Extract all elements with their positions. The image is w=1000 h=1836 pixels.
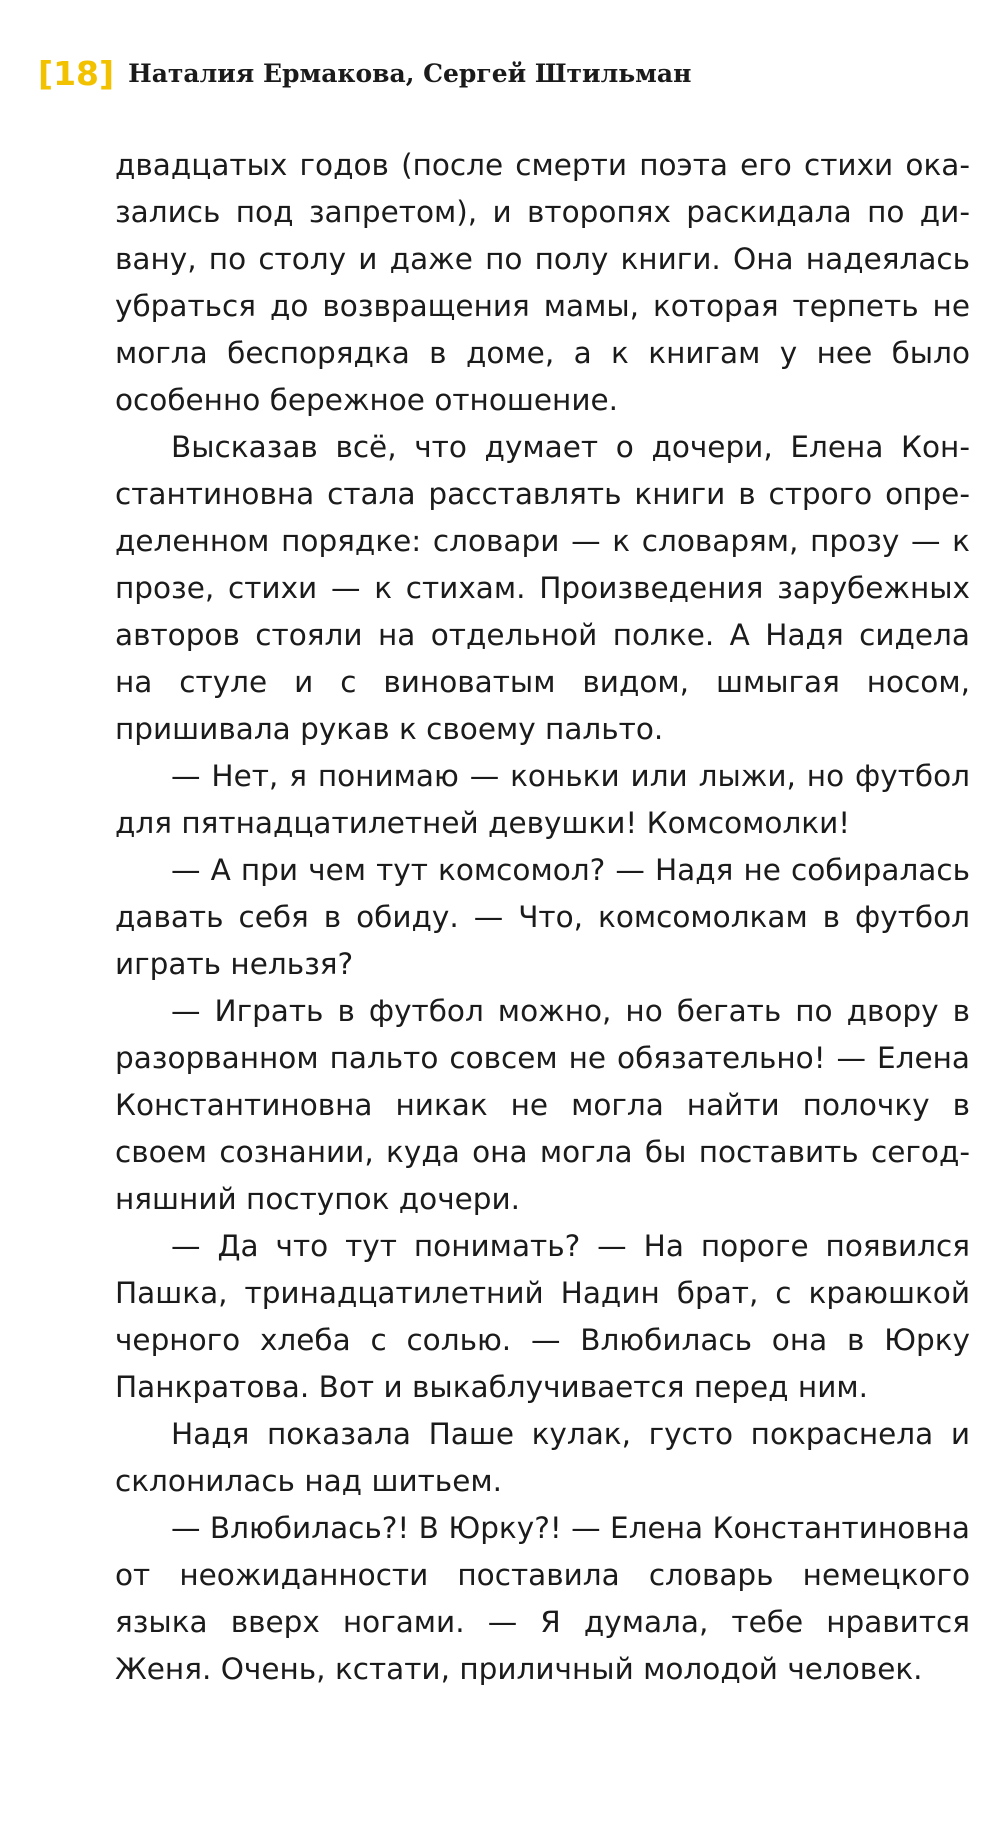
book-authors: Наталия Ермакова, Сергей Штильман [128, 58, 692, 88]
running-head [38, 48, 691, 98]
page-number: [18] [38, 53, 115, 93]
paragraph-3: — Нет, я понимаю — коньки или лыжи, но футбол для пятнадцатилетней девушки! Комсомолки! [115, 759, 970, 840]
paragraph-2: Высказав всё, что думает о дочери, Елена Константиновна стала расставлять книги в строго определенном порядке: словари — к словарям, прозу — к прозе, стихи — к стихам. Произведения зарубежных авторов стояли на отдельной полке. А Надя сидела на стуле и с виноватым видом, шмыгая носом, пришивала рукав к своему пальто. [115, 430, 970, 746]
paragraph-7: Надя показала Паше кулак, густо покраснела и склонилась над шитьем. [115, 1417, 970, 1498]
paragraph-4: — А при чем тут комсомол? — Надя не собиралась давать себя в обиду. — Что, комсомолкам в футбол играть нельзя? [115, 853, 970, 981]
text-body [115, 142, 970, 1693]
paragraph-6: — Да что тут понимать? — На пороге появился Пашка, тринадцатилетний Надин брат, с краюшкой черного хлеба с солью. — Влюбилась она в Юрку Панкратова. Вот и выкаблучивается перед ним. [115, 1229, 970, 1404]
paragraph-1: двадцатых годов (после смерти поэта его стихи оказались под запретом), и второпях раскидала по дивану, по столу и даже по полу книги. Она надеялась убраться до возвращения мамы, которая терпеть не могла беспорядка в доме, а к книгам у нее было особенно бережное отношение. [115, 148, 970, 417]
paragraph-8: — Влюбилась?! В Юрку?! — Елена Константиновна от неожиданности поставила словарь немецкого языка вверх ногами. — Я думала, тебе нравится Женя. Очень, кстати, приличный молодой человек. [115, 1511, 970, 1686]
paragraph-5: — Играть в футбол можно, но бегать по двору в разорванном пальто совсем не обязательно! — Елена Константиновна никак не могла найти полочку в своем сознании, куда она могла бы поставить сегодняшний поступок дочери. [115, 994, 970, 1216]
